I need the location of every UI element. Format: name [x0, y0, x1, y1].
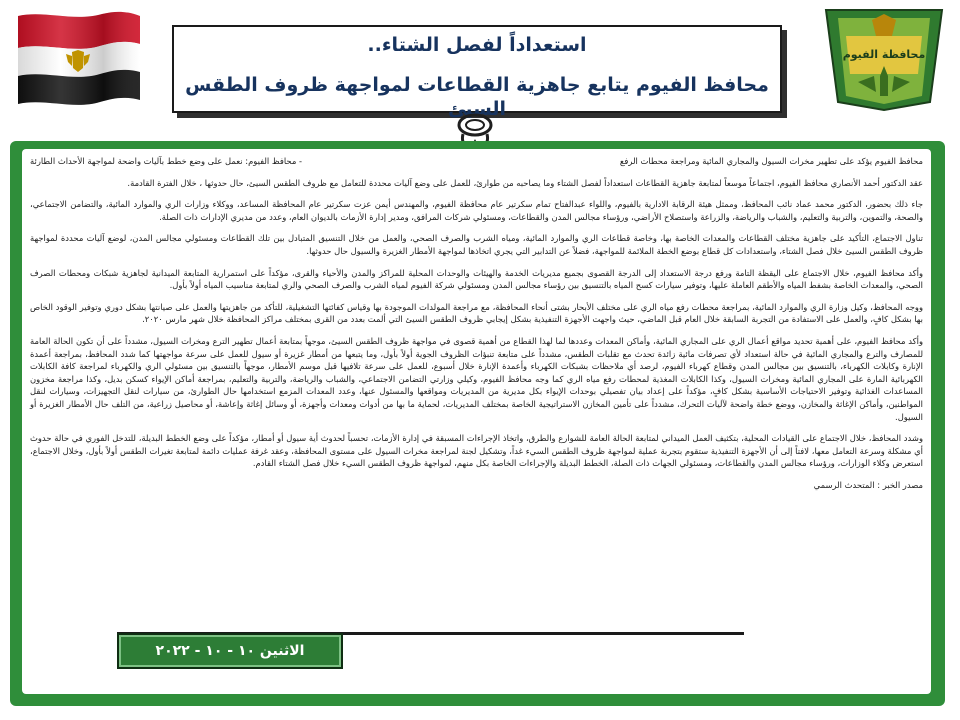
headline-box [172, 25, 782, 120]
article-paragraph: وأكد محافظ الفيوم، خلال الاجتماع على اليقظة التامة ورفع درجة الاستعداد إلى الدرجة القصوى بجميع مديريات الخدمة والهيئات والوحدات المحلية للمراكز والمدن والأحياء والقرى، مؤكداً على استمرارية المتابعة الميدانية لجاهزية شبكات ومحطات الصرف الصحي، والمعدات الخاصة بشفط المياه والأطقم العاملة عليها، وتوفير سيارات كسح المياه بالتنسيق بين رؤساء مجالس المدن ومسئولي شركة الفيوم لمياه الشرب والصرف الصحي والري لمتابعة مناسيب المياه أولاً بأول. [30, 267, 923, 291]
article-paragraph: جاء ذلك بحضور، الدكتور محمد عماد نائب المحافظ، وممثل هيئة الرقابة الادارية بالفيوم، واللواء عبدالفتاح تمام سكرتير عام محافظة الفيوم، والمهندس أيمن عزت سكرتير عام المحافظة المساعد، ووكلاء وزارات الري والموارد المائية، والتضامن الاجتماعي، والصحة، والتموين، والتربية والتعليم، والشباب والرياضة، والزراعة واستصلاح الأراضي، ورؤساء مجالس المدن والقطاعات، ومسئولي شركات المرافق، ومدير إدارة الأزمات بالديوان العام، وعدد من مديري الإدارات ذات الصلة. [30, 199, 923, 222]
lead-right: محافظ الفيوم يؤكد على تطهير مخرات السيول والمجاري المائية ومراجعة محطات الرفع [619, 156, 923, 166]
egypt-flag [14, 10, 144, 106]
article-body [22, 149, 931, 491]
article-frame [10, 141, 945, 706]
date-badge: الاثنين ١٠ - ١٠ - ٢٠٢٢ [117, 633, 343, 669]
lead-left: - محافظ الفيوم: نعمل على وضع خطط بآليات واضحة لمواجهة الأحداث الطارئة [30, 156, 302, 166]
article-paragraph: تناول الاجتماع، التأكيد على جاهزية مختلف القطاعات والمعدات الخاصة بها، وخاصة قطاعات الري والموارد المائية، ومياه الشرب والصرف الصحي، والعمل من خلال التنسيق المتبادل بين تلك القطاعات ومسئولي مجالس المدن، لوضع آليات محددة لمواجهة ظروف الطقس السيئ خلال فصل الشتاء، واستعدادات كل قطاع بوضع الخطة الملائمة للمواجهة، فضلاً عن التدابير التي يجري اتخاذها لمواجهة الأمطار الغزيرة والسيول حال حدوثها. [30, 233, 923, 256]
article-paragraph: عقد الدكتور أحمد الأنصاري محافظ الفيوم، اجتماعاً موسعاً لمتابعة جاهزية القطاعات استعداداً لفصل الشتاء وما يصاحبه من طوارئ، للعمل على وضع آليات محددة للتعامل مع ظروف الطقس السيئ، حال حدوثها ، خلال الفترة القادمة. [127, 177, 923, 188]
headline-title: محافظ الفيوم يتابع جاهزية القطاعات لمواجهة ظروف الطقس السيئ [185, 74, 769, 120]
svg-text:محافظة الفيوم: محافظة الفيوم [842, 48, 926, 61]
article-paragraph: وأكد محافظ الفيوم، على أهمية تحديد مواقع أعمال الري على المجاري المائية، وأماكن المعدات وعددها لما لهذا القطاع من أهمية قصوى في مواجهة ظروف الطقس السيئ، موجهاً بمتابعة أعمال تطهير الترع ومخرات السيول، مشدداً على أن تكون الحالة العامة للمصارف والترع والمجاري المائية في حالة استعداد لأي تصرفات مائية زائدة تحدث مع تقلبات الطقس، مشدداً على متابعة تنبؤات الظروف الجوية أولاً بأول، وما يتبعها من أمطار غزيرة أو سيول للعمل على سرعة مواجهتها كما شدد المحافظ، بمراجعة أعمدة الإنارة وكابلات الكهرباء، بالتنسيق بين مجالس المدن وقطاع كهرباء الفيوم، لرصد أي ملاحظات بشبكات الكهرباء وأعمدة الإنارة خلال أسبوع، للعمل على سرعة تلافيها قبل موسم الأمطار، موجهاً بالتنسيق بين مسئولي الري والكهرباء لمراجعة كافة الكابلات الكهربائية المارة على المجاري المائية ومخرات السيول، وكذا الكابلات المغذية لمحطات رفع مياه الري كما وجه محافظ الفيوم، وكيلي وزارتي التضامن الاجتماعي، والشباب والرياضة، والتربية والتعليم، بمراجعة أماكن الإيواء كسكن بديل، وكذا مراجعة مخزون المساعدات الغذائية وتوفير الاحتياجات الأساسية بشكل كافٍ، مؤكداً على إعداد بيان تفصيلي بوحدات الإيواء بكل مديرية من المديريات ومواقعها والمسئول عنها، وعدد المعدات المزمع استخدامها حال الطوارئ، من سيارات لنقل التجهيزات، وسيارات لنقل المواطنين، وأماكن الإغاثة والمخازن، ووضع خطة واضحة لآليات التحرك، مشدداً على تأمين المخازن الاستراتيجية الخاصة بمختلف المديريات، لحماية ما بها من أدوات ومعدات وأجهزة، أو وسائل إغاثة وإعاشة، أو محاصيل زراعية، من التلف حال الأمطار الغزيرة أو السيول. [30, 335, 923, 422]
article-panel [22, 149, 931, 694]
headline-kicker: استعداداً لفصل الشتاء.. [367, 34, 587, 56]
article-paragraph: ووجه المحافظ، وكيل وزارة الري والموارد المائية، بمراجعة محطات رفع مياه الري على مختلف الأبحار بشتى أنحاء المحافظة، مع مراجعة المولدات الموجودة بها وقياس كفائتها التشغيلية، للتأكد من جاهزيتها والعمل على صيانتها بشكل دوري وتوفير الوقود الخاص بها بشكل كافٍ، والعمل على الاستفادة من التجربة السابقة خلال العام قبل الماضي، حيث واجهت الأجهزة التنفيذية بشكل إيجابي ظروف الطقس السيئ التي ألمت بعدد من القرى بمختلف مراكز المحافظة خلال شهر مارس ٢٠٢٠. [30, 301, 923, 325]
article-source: مصدر الخبر : المتحدث الرسمي [813, 479, 923, 490]
article-lead [30, 155, 923, 168]
date-bar [117, 632, 744, 669]
fayoum-governorate-logo [818, 6, 950, 112]
article-paragraph: وشدد المحافظ، خلال الاجتماع على القيادات المحلية، بتكثيف العمل الميداني لمتابعة الحالة العامة للشوارع والطرق، واتخاذ الإجراءات المسبقة في إدارة الأزمات، تحسباً لحدوث أية سيول أو أمطار، مؤكداً على وضع الخطط البديلة، للتدخل الفوري في حالة حدوث أي مشكلة وسرعة التعامل معها، لافتاً إلى أن الأجهزة التنفيذية ستقوم بتجربة عملية لمواجهة ظروف الطقس السيء غداً، وتشكيل لجنة لمراجعة مخرات السيول على مستوى المحافظة، وعقد غرفة عمليات دائمة لمتابعة تغيرات الطقس أولاً بأول، وخلال الاجتماع، استعرض وكلاء الوزارات، ورؤساء مجالس المدن والقطاعات، ومسئولي الجهات ذات الصلة، الخطط البديلة والإجراءات الخاصة بكل منهم، لمواجهة ظروف الطقس السيء خلال فصل الشتاء القادم. [30, 433, 923, 469]
